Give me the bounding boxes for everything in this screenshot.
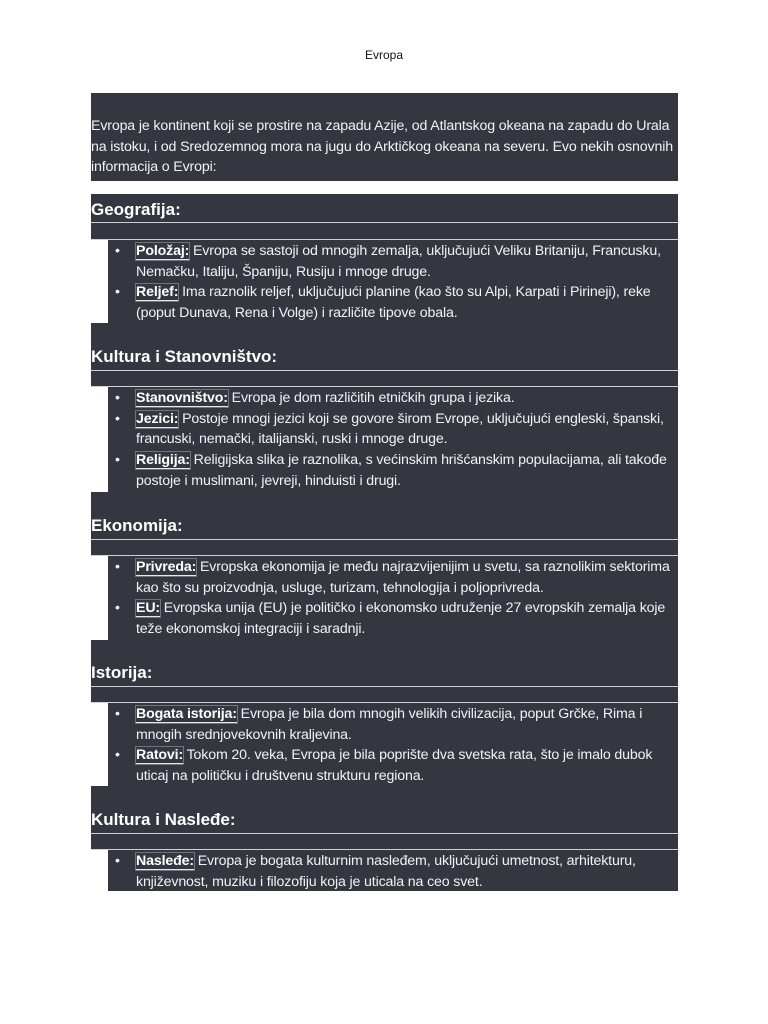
item-term: Stanovništvo: [136,390,228,406]
list-item [108,704,680,745]
separator-line [91,686,678,687]
bullet-list [108,851,680,892]
item-text: Postoje mnogi jezici koji se govore širom Evrope, uključujući engleski, španski, francuski, nemački, italijanski, ruski i mnoge druge. [136,410,664,448]
list-item [108,241,680,282]
bullet-list [108,557,680,640]
gap-block [91,640,678,658]
list-item [108,388,680,409]
item-term: Privreda: [136,559,197,575]
item-text: Evropska unija (EU) je političko i ekonomsko udruženje 27 evropskih zemalja koje teže ekonomskoj integraciji i saradnji. [136,600,666,638]
separator-line [91,239,678,240]
separator-line [91,833,678,834]
separator-line [91,849,678,850]
item-term: Ratovi: [136,747,184,764]
section-heading: Istorija: [91,663,153,682]
bullet-list [108,388,680,492]
gap-block [91,539,678,555]
gap-block [91,686,678,702]
section-heading: Kultura i Stanovništvo: [91,347,278,366]
separator-line [91,702,678,703]
item-text: Evropa je bogata kulturnim nasleđem, uključujući umetnost, arhitekturu, književnost, muziku i filozofiju koja je uticala na ceo svet. [136,853,636,890]
list-item [108,409,680,450]
heading-block-istorija [91,658,678,686]
item-term: Reljef: [136,284,179,301]
section-heading: Geografija: [91,200,181,219]
bullet-list [108,241,680,324]
item-text: Evropa je dom različitih etničkih grupa i jezika. [227,390,515,406]
gap-block [91,492,678,511]
list-item [108,745,680,786]
bullet-list [108,704,680,787]
section-heading: Kultura i Nasleđe: [91,810,236,829]
separator-line [91,555,678,556]
gap-block [91,833,678,849]
document-title: Evropa [364,48,404,62]
item-text: Ima raznolik reljef, uključujući planine (kao što su Alpi, Karpati i Pirineji), reke (poput Dunava, Rena i Volge) i različite tipove obala. [136,284,651,322]
item-term: Jezici: [136,410,179,427]
item-text: Religijska slika je raznolika, s većinskim hrišćanskim populacijama, ali takođe postoje i muslimani, jevreji, hinduisti i drugi. [136,452,667,489]
item-text: Evropska ekonomija je među najrazvijenijim u svetu, sa raznolikim sektorima kao što su proizvodnja, usluge, turizam, tehnologija i poljoprivreda. [136,559,670,596]
list-item [108,450,680,491]
gap-block [91,370,678,386]
separator-line [91,539,678,540]
item-term: Nasleđe: [136,853,194,869]
item-text: Evropa se sastoji od mnogih zemalja, uključujući Veliku Britaniju, Francusku, Nemačku, Italiju, Španiju, Rusiju i mnoge druge. [136,243,661,280]
list-item [108,598,680,639]
gap-block [91,222,678,239]
separator-line [91,222,678,223]
list-item [108,557,680,598]
list-item [108,851,680,892]
intro-paragraph: Evropa je kontinent koji se prostire na zapadu Azije, od Atlantskog okeana na zapadu do Urala na istoku, i od Sredozemnog mora na jugu do Arktičkog okeana na severu. Evo nekih osnovnih informacija o Evropi: [91,118,673,176]
gap-block [91,323,678,342]
item-text: Evropa je bila dom mnogih velikih civilizacija, poput Grčke, Rima i mnogih srednjovekovnih kraljevina. [136,706,643,743]
item-term: Bogata istorija: [136,706,237,722]
item-term: Religija: [136,452,190,469]
separator-line [91,370,678,371]
list-item [108,282,680,323]
item-term: EU: [136,600,160,617]
item-text: Tokom 20. veka, Evropa je bila poprište dva svetska rata, što je imalo dubok uticaj na političku i društvenu strukturu regiona. [136,747,653,785]
section-heading: Ekonomija: [91,516,183,535]
separator-line [91,386,678,387]
item-term: Položaj: [136,243,190,259]
gap-block [91,786,678,805]
